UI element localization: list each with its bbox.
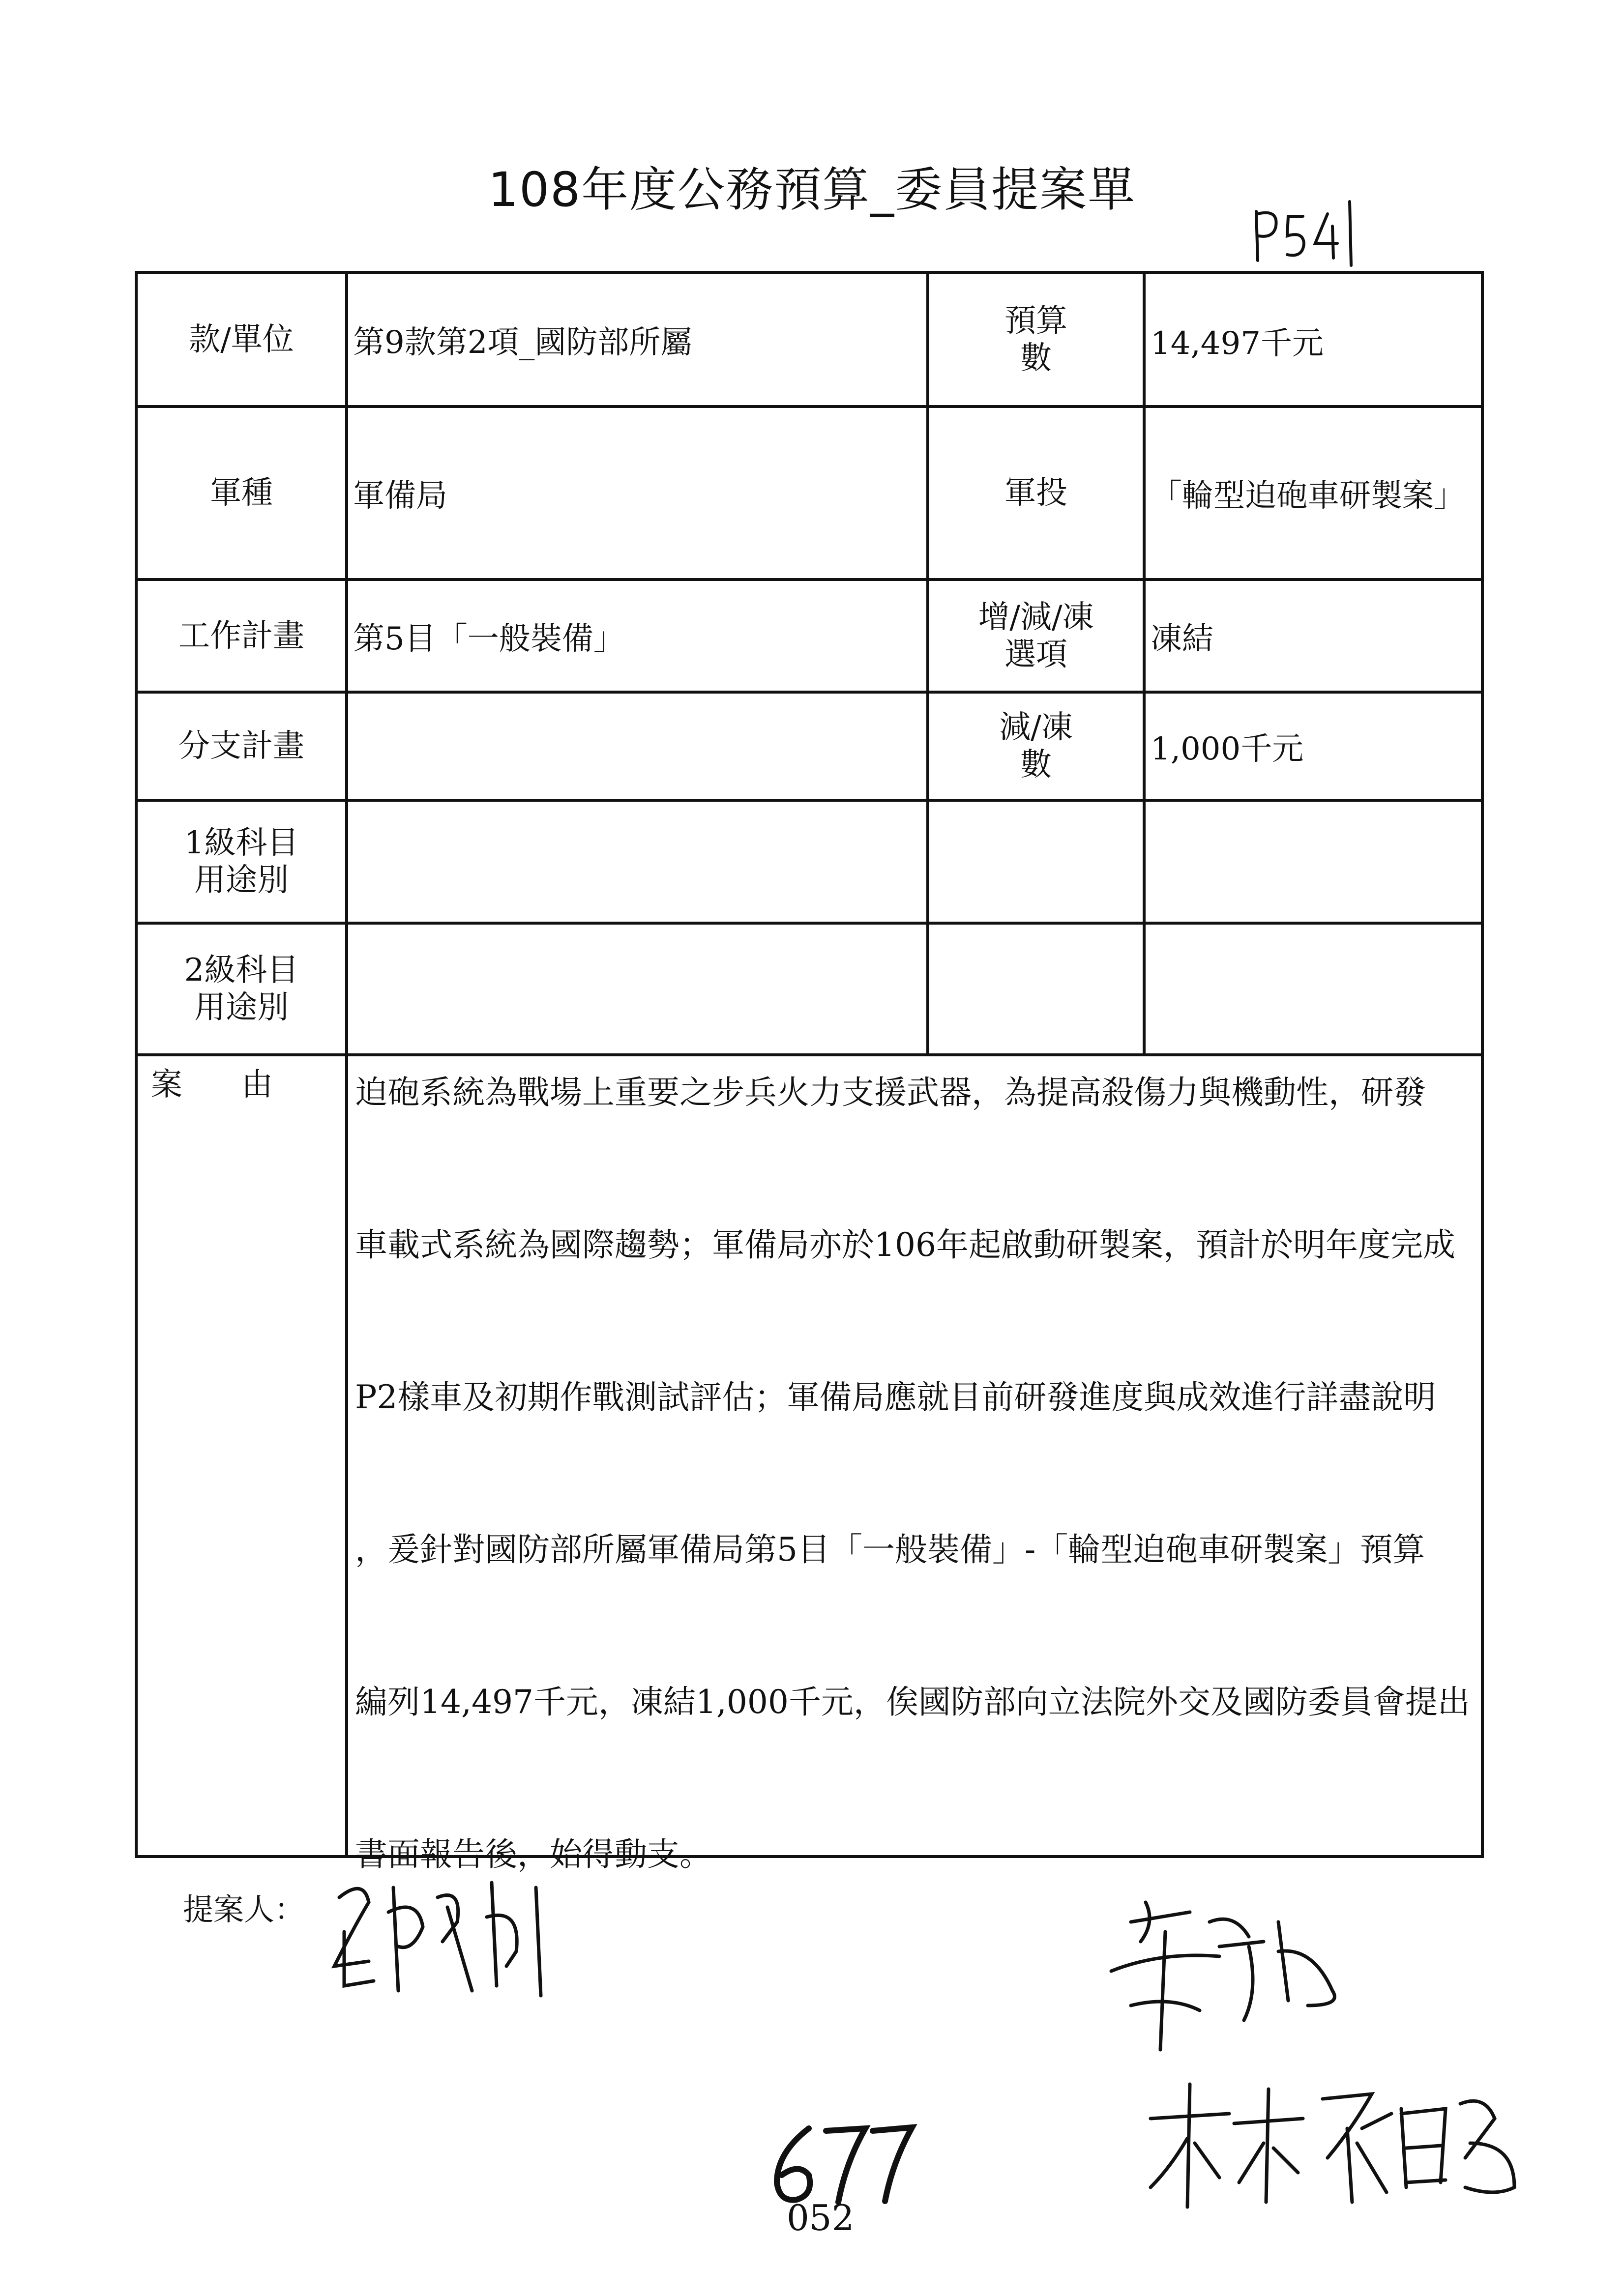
value-level2-subject bbox=[347, 923, 928, 1055]
value-adjust-option: 凍結 bbox=[1144, 580, 1482, 692]
reason-line: ，爰針對國防部所屬軍備局第5目「一般裝備」-「輪型迫砲車研製案」預算 bbox=[355, 1531, 1425, 1569]
page-title: 108年度公務預算_委員提案單 bbox=[488, 162, 1136, 217]
label-service: 軍種 bbox=[136, 407, 347, 580]
reason-line: 車載式系統為國際趨勢；軍備局亦於106年起啟動研製案，預計於明年度完成 bbox=[355, 1226, 1455, 1264]
label-line: 數 bbox=[1020, 340, 1052, 377]
signature-1 bbox=[325, 1868, 561, 2005]
proposer-label: 提案人： bbox=[183, 1891, 305, 1927]
label-line: 數 bbox=[1020, 747, 1052, 783]
label-reduce-freeze-amount bbox=[928, 692, 1144, 800]
label-line: 減/凍 bbox=[999, 709, 1073, 746]
label-reason: 案由 bbox=[136, 1055, 347, 1857]
label-line: 軍投 bbox=[1004, 475, 1067, 511]
signature-3 bbox=[1141, 2069, 1524, 2217]
label-line: 增/減/凍 bbox=[978, 599, 1094, 636]
value-reduce-freeze-amount: 1,000千元 bbox=[1144, 692, 1482, 800]
label-line: 1級科目 bbox=[184, 825, 299, 861]
label-line: 預算 bbox=[1004, 302, 1067, 339]
value-section-unit: 第9款第2項_國防部所屬 bbox=[347, 272, 928, 407]
reason-line: P2樣車及初期作戰測試評估；軍備局應就目前研發進度與成效進行詳盡說明 bbox=[355, 1378, 1436, 1416]
label-line: 2級科目 bbox=[184, 952, 299, 988]
empty-cell bbox=[1144, 923, 1482, 1055]
empty-cell bbox=[1144, 800, 1482, 923]
value-level1-subject bbox=[347, 800, 928, 923]
handwritten-page-ref bbox=[1249, 197, 1362, 270]
value-sub-plan bbox=[347, 692, 928, 800]
proposal-form-table bbox=[135, 271, 1484, 1873]
label-line: 選項 bbox=[1004, 636, 1067, 673]
label-military-investment bbox=[928, 407, 1144, 580]
value-budget-amount: 14,497千元 bbox=[1144, 272, 1482, 407]
value-work-plan: 第5目「一般裝備」 bbox=[347, 580, 928, 692]
label-budget-amount bbox=[928, 272, 1144, 407]
label-level1-subject bbox=[136, 800, 347, 923]
empty-cell bbox=[928, 923, 1144, 1055]
label-level2-subject bbox=[136, 923, 347, 1055]
page-number: 052 bbox=[787, 2197, 855, 2238]
reason-line: 迫砲系統為戰場上重要之步兵火力支援武器，為提高殺傷力與機動性，研發 bbox=[355, 1074, 1426, 1111]
reason-text bbox=[347, 1055, 1482, 1873]
label-work-plan: 工作計畫 bbox=[136, 580, 347, 692]
value-service: 軍備局 bbox=[347, 407, 928, 580]
value-military-investment: 「輪型迫砲車研製案」 bbox=[1144, 407, 1482, 580]
label-line: 用途別 bbox=[194, 989, 289, 1026]
empty-cell bbox=[928, 800, 1144, 923]
reason-line: 編列14,497千元，凍結1,000千元，俟國防部向立法院外交及國防委員會提出 bbox=[355, 1683, 1470, 1721]
label-sub-plan: 分支計畫 bbox=[136, 692, 347, 800]
label-section-unit: 款/單位 bbox=[136, 272, 347, 407]
reason-line: 書面報告後，始得動支。 bbox=[355, 1835, 712, 1873]
handwritten-page-number bbox=[767, 2119, 919, 2207]
signature-2 bbox=[1101, 1892, 1347, 2055]
label-adjust-option bbox=[928, 580, 1144, 692]
label-line: 用途別 bbox=[194, 862, 289, 899]
